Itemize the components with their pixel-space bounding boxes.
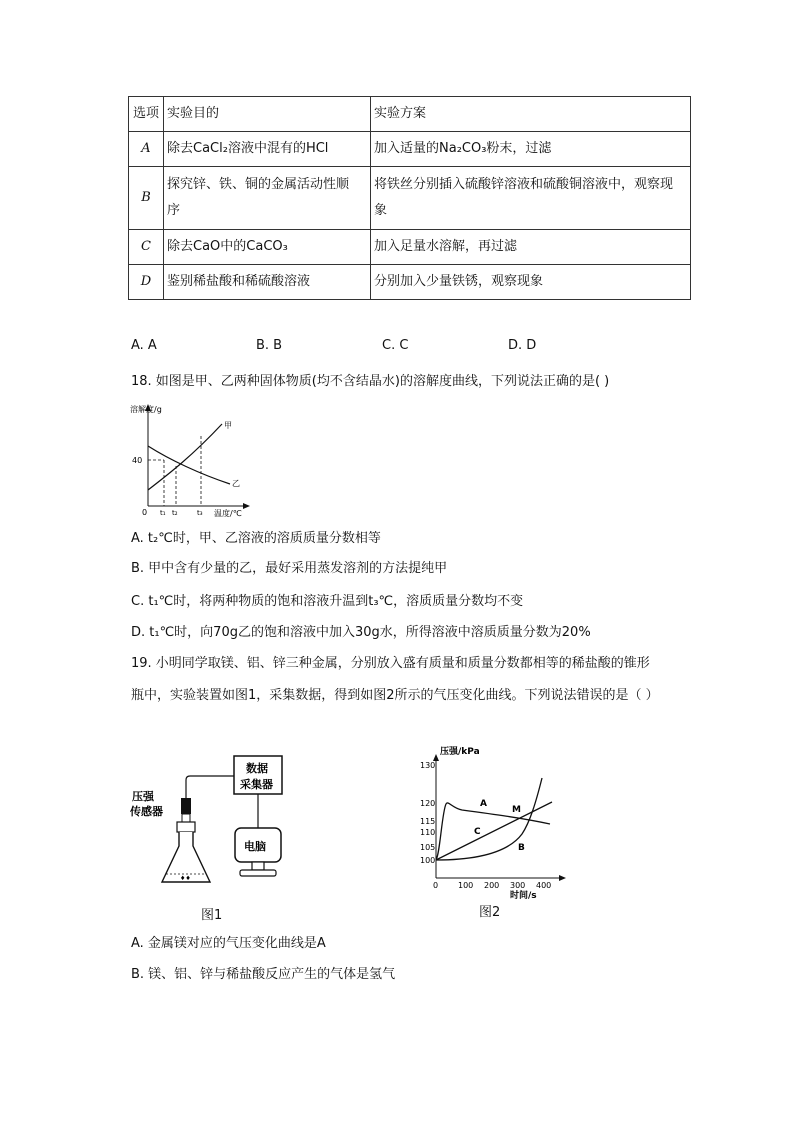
computer-neck bbox=[252, 862, 264, 870]
collector-label-1: 数据 bbox=[246, 762, 268, 775]
pressure-xlabel: 时间/s bbox=[510, 891, 537, 901]
table-row bbox=[129, 230, 691, 265]
label-a: A bbox=[480, 799, 487, 809]
table-row bbox=[129, 132, 691, 167]
row-plan: 分别加入少量铁锈，观察现象 bbox=[371, 265, 691, 300]
sensor-label-1: 压强 bbox=[132, 790, 154, 803]
computer-base bbox=[240, 870, 276, 876]
x-tick-100: 100 bbox=[458, 881, 474, 890]
row-plan-line: 将铁丝分别插入硫酸锌溶液和硫酸铜溶液中，观察现 bbox=[374, 177, 674, 192]
pressure-ylabel: 压强/kPa bbox=[440, 747, 480, 757]
pressure-graph bbox=[412, 742, 572, 902]
sensor-label-2: 传感器 bbox=[130, 805, 163, 818]
row-key: D bbox=[129, 265, 164, 300]
q18-option-a[interactable]: A. t₂℃时，甲、乙溶液的溶质质量分数相等 bbox=[131, 531, 381, 546]
y-tick-100: 100 bbox=[420, 856, 436, 865]
label-m: M bbox=[512, 805, 521, 815]
row-purpose: 除去CaO中的CaCO₃ bbox=[164, 230, 371, 265]
collector-label-2: 采集器 bbox=[240, 778, 273, 791]
flask-metal-icon: ♦♦ bbox=[180, 875, 191, 882]
row-plan bbox=[371, 167, 691, 230]
row-purpose-line: 序 bbox=[167, 203, 181, 218]
x-tick-300: 300 bbox=[510, 881, 526, 890]
pressure-sensor bbox=[181, 798, 191, 814]
row-purpose: 除去CaCl₂溶液中混有的HCl bbox=[164, 132, 371, 167]
row-purpose-line: 探究锌、铁、铜的金属活动性顺 bbox=[167, 177, 350, 192]
x-axis-arrow bbox=[243, 503, 250, 509]
row-key: C bbox=[129, 230, 164, 265]
y-axis-label: 溶解度/g bbox=[130, 405, 162, 414]
apparatus-figure bbox=[130, 750, 300, 890]
computer-label: 电脑 bbox=[244, 840, 266, 853]
row-purpose bbox=[164, 167, 371, 230]
row-plan: 加入适量的Na₂CO₃粉末，过滤 bbox=[371, 132, 691, 167]
row-key: A bbox=[129, 132, 164, 167]
q17-choices bbox=[131, 338, 651, 360]
table-header-option: 选项 bbox=[129, 97, 164, 132]
x-tick-t2: t₂ bbox=[172, 509, 178, 517]
choice-d[interactable]: D. D bbox=[508, 338, 537, 353]
q19-stem-line2: 瓶中，实验装置如图1，采集数据，得到如图2所示的气压变化曲线。下列说法错误的是（ ） bbox=[131, 688, 659, 703]
origin-label: 0 bbox=[142, 508, 148, 517]
curve-jia-label: 甲 bbox=[224, 421, 232, 430]
fig1-caption: 图1 bbox=[201, 908, 223, 923]
q19-stem-line1: 19. 小明同学取镁、铝、锌三种金属，分别放入盛有质量和质量分数都相等的稀盐酸的锥形 bbox=[131, 656, 650, 671]
y-tick-40: 40 bbox=[132, 456, 143, 465]
table-row bbox=[129, 265, 691, 300]
x-tick-200: 200 bbox=[484, 881, 500, 890]
table-row bbox=[129, 167, 691, 230]
y-tick-105: 105 bbox=[420, 843, 436, 852]
solubility-graph bbox=[130, 398, 250, 518]
choice-c[interactable]: C. C bbox=[382, 338, 409, 353]
y-tick-110: 110 bbox=[420, 828, 436, 837]
p-x-arrow bbox=[559, 875, 566, 881]
y-tick-130: 130 bbox=[420, 761, 436, 770]
curve-c bbox=[436, 802, 552, 860]
q18-option-b[interactable]: B. 甲中含有少量的乙，最好采用蒸发溶剂的方法提纯甲 bbox=[131, 561, 448, 576]
x-tick-t1: t₁ bbox=[160, 509, 166, 517]
row-plan-line: 象 bbox=[374, 203, 388, 218]
x-tick-400: 400 bbox=[536, 881, 552, 890]
row-purpose: 鉴别稀盐酸和稀硫酸溶液 bbox=[164, 265, 371, 300]
q19-option-b[interactable]: B. 镁、铝、锌与稀盐酸反应产生的气体是氢气 bbox=[131, 967, 396, 982]
x-tick-t3: t₃ bbox=[197, 509, 203, 517]
q18-stem: 18. 如图是甲、乙两种固体物质(均不含结晶水)的溶解度曲线，下列说法正确的是( ) bbox=[131, 374, 610, 389]
curve-yi bbox=[148, 446, 230, 484]
choice-a[interactable]: A. A bbox=[131, 338, 157, 353]
q18-option-d[interactable]: D. t₁℃时，向70g乙的饱和溶液中加入30g水，所得溶液中溶质质量分数为20% bbox=[131, 625, 591, 640]
q19-option-a[interactable]: A. 金属镁对应的气压变化曲线是A bbox=[131, 936, 326, 951]
y-tick-120: 120 bbox=[420, 799, 436, 808]
x-tick-0: 0 bbox=[433, 881, 439, 890]
stopper bbox=[177, 822, 195, 832]
p-y-arrow bbox=[433, 754, 439, 761]
x-axis-label: 温度/℃ bbox=[214, 509, 242, 518]
row-plan: 加入足量水溶解，再过滤 bbox=[371, 230, 691, 265]
curve-jia bbox=[148, 424, 222, 490]
table-header-plan: 实验方案 bbox=[371, 97, 691, 132]
experiment-table bbox=[128, 96, 691, 300]
table-header-row bbox=[129, 97, 691, 132]
choice-b[interactable]: B. B bbox=[256, 338, 283, 353]
y-tick-115: 115 bbox=[420, 817, 436, 826]
curve-yi-label: 乙 bbox=[232, 479, 240, 488]
label-c: C bbox=[474, 827, 481, 837]
row-key: B bbox=[129, 167, 164, 230]
fig2-caption: 图2 bbox=[479, 905, 501, 920]
table-header-purpose: 实验目的 bbox=[164, 97, 371, 132]
wire-sensor-collector bbox=[186, 776, 234, 798]
label-b: B bbox=[518, 843, 525, 853]
q18-option-c[interactable]: C. t₁℃时，将两种物质的饱和溶液升温到t₃℃，溶质质量分数均不变 bbox=[131, 594, 524, 609]
